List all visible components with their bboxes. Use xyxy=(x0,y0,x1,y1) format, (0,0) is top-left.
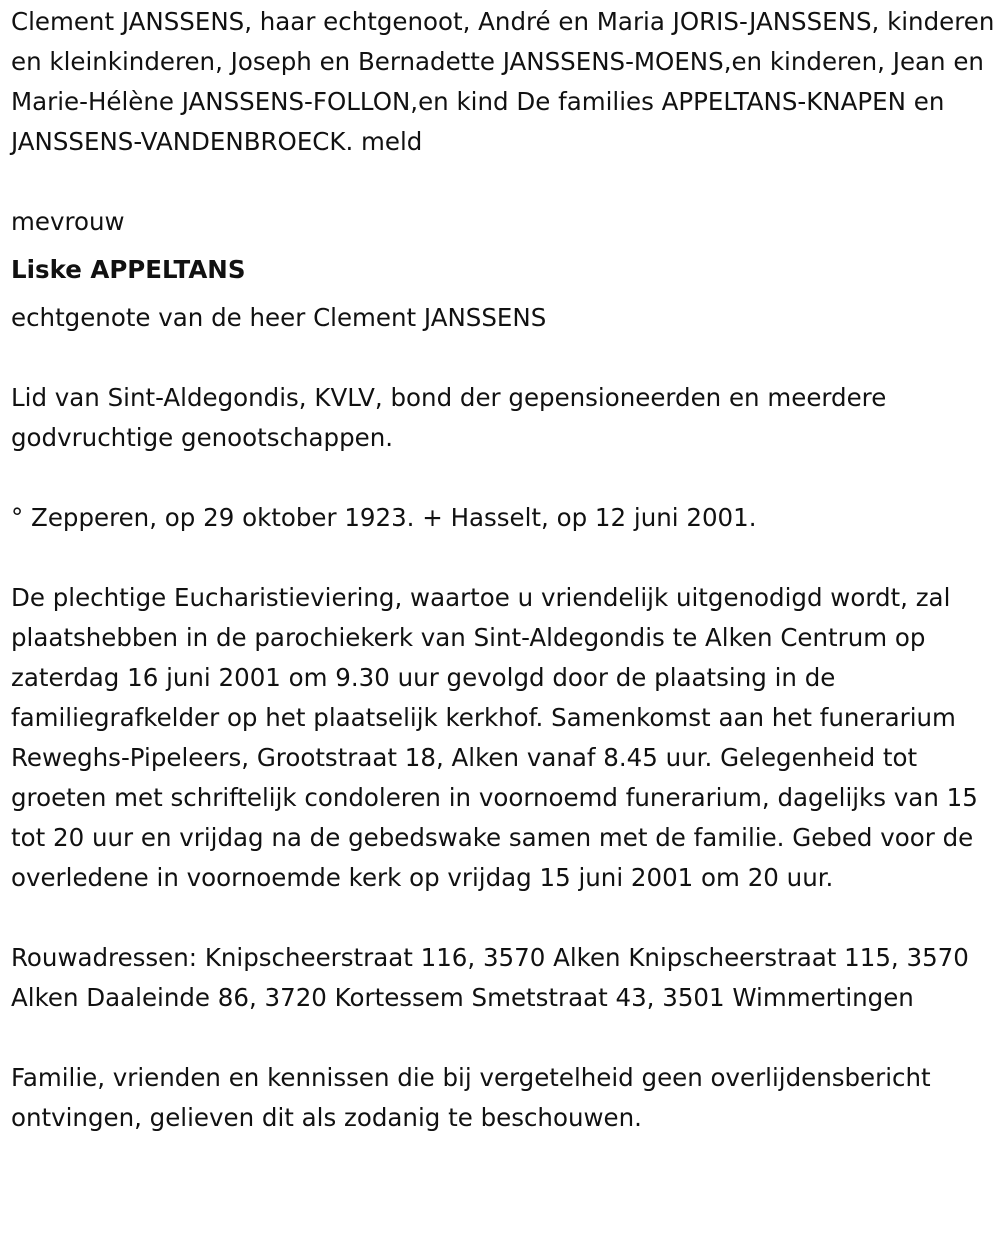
memberships-paragraph: Lid van Sint-Aldegondis, KVLV, bond der gepensioneerden en meerdere godvruchtige genootschappen. xyxy=(11,383,887,452)
birth-death-line: ° Zepperen, op 29 oktober 1923. + Hasselt, op 12 juni 2001. xyxy=(11,503,757,532)
intro-paragraph: Clement JANSSENS, haar echtgenoot, André en Maria JORIS-JANSSENS, kinderen en kleinkinderen, Joseph en Bernadette JANSSENS-MOENS,en kinderen, Jean en Marie-Hélène JANSSENS-FOLLON,en kind De families APPELTANS-KNAPEN en JANSSENS-VANDENBROECK. meld xyxy=(11,7,995,156)
obituary-document xyxy=(11,2,996,1138)
closing-paragraph: Familie, vrienden en kennissen die bij vergetelheid geen overlijdensbericht ontvingen, gelieven dit als zodanig te beschouwen. xyxy=(11,1063,931,1132)
addresses-paragraph: Rouwadressen: Knipscheerstraat 116, 3570 Alken Knipscheerstraat 115, 3570 Alken Daaleinde 86, 3720 Kortessem Smetstraat 43, 3501 Wimmertingen xyxy=(11,943,969,1012)
salutation: mevrouw xyxy=(11,207,125,236)
spouse-line: echtgenote van de heer Clement JANSSENS xyxy=(11,303,547,332)
deceased-name: Liske APPELTANS xyxy=(11,255,246,284)
ceremony-paragraph: De plechtige Eucharistieviering, waartoe u vriendelijk uitgenodigd wordt, zal plaatshebben in de parochiekerk van Sint-Aldegondis te Alken Centrum op zaterdag 16 juni 2001 om 9.30 uur gevolgd door de plaatsing in de familiegrafkelder op het plaatselijk kerkhof. Samenkomst aan het funerarium Reweghs-Pipeleers, Grootstraat 18, Alken vanaf 8.45 uur. Gelegenheid tot groeten met schriftelijk condoleren in voornoemd funerarium, dagelijks van 15 tot 20 uur en vrijdag na de gebedswake samen met de familie. Gebed voor de overledene in voornoemde kerk op vrijdag 15 juni 2001 om 20 uur. xyxy=(11,583,978,892)
